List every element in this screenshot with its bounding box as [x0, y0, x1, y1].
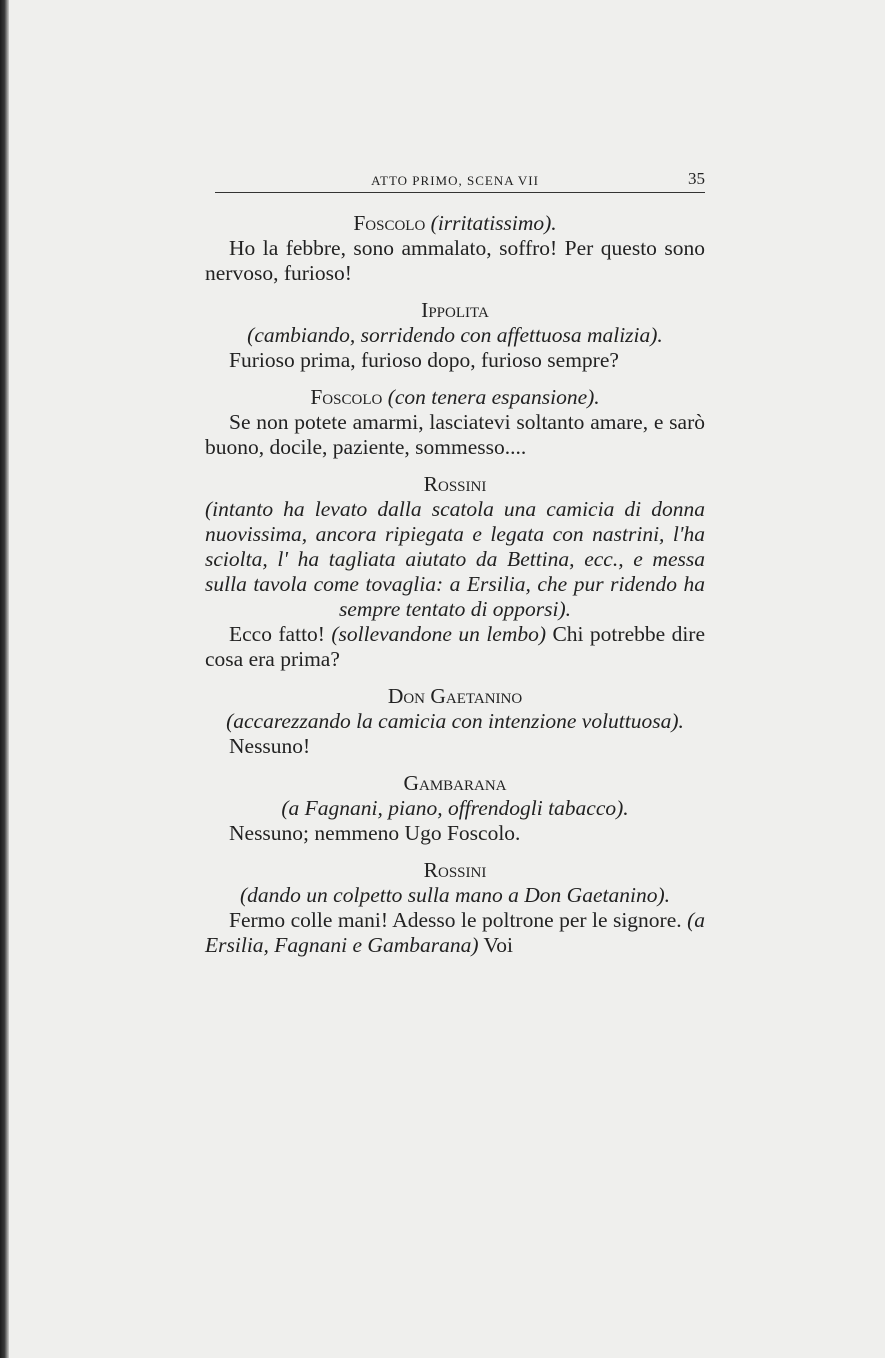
- inline-stage-direction: (a Ersilia, Fagnani e Gambarana): [205, 908, 705, 957]
- stage-direction: (accarezzando la camicia con intenzione voluttuosa).: [226, 709, 684, 733]
- dialogue-line: [205, 908, 705, 958]
- inline-stage-direction: (sollevandone un lembo): [331, 622, 547, 646]
- dialogue-line: Furioso prima, furioso dopo, furioso sempre?: [229, 348, 619, 372]
- dialogue-text: Chi potrebbe dire cosa era prima?: [205, 622, 705, 671]
- speaker-heading: [205, 211, 705, 236]
- book-spine-shadow: [0, 0, 9, 1358]
- running-title: ATTO PRIMO, SCENA VII: [371, 173, 539, 188]
- dialogue-text: Ecco fatto!: [229, 622, 332, 646]
- dialogue-line: Ho la febbre, sono ammalato, soffro! Per questo sono nervoso, furioso!: [205, 236, 705, 285]
- speaker-name: Gambarana: [403, 771, 507, 795]
- dialogue-line: [205, 622, 705, 672]
- stage-direction: (a Fagnani, piano, offrendogli tabacco).: [281, 796, 629, 820]
- page-number: 35: [688, 169, 705, 188]
- speaker-name: Foscolo: [353, 211, 426, 235]
- speaker-name: Ippolita: [421, 298, 489, 322]
- speaker-heading: [205, 385, 705, 410]
- stage-direction: (dando un colpetto sulla mano a Don Gaetanino).: [240, 883, 670, 907]
- stage-direction: (con tenera espansione).: [387, 385, 600, 409]
- stage-direction: (intanto ha levato dalla scatola una camicia di donna nuovissima, ancora ripiegata e legata con nastrini, l'ha sciolta, l' ha tagliata aiutato da Bettina, ecc., e messa sulla tavola come tovaglia: a Ersilia, che pur ridendo ha sempre tentato di opporsi).: [205, 497, 705, 621]
- dialogue-text: Voi: [478, 933, 513, 957]
- speaker-name: Rossini: [423, 858, 487, 882]
- dialogue-line: Se non potete amarmi, lasciatevi soltanto amare, e sarò buono, docile, paziente, sommesso....: [205, 410, 705, 459]
- dialogue-line: Nessuno; nemmeno Ugo Foscolo.: [229, 821, 521, 845]
- stage-direction: (irritatissimo).: [430, 211, 557, 235]
- speaker-name: Rossini: [423, 472, 487, 496]
- speaker-name: Don Gaetanino: [387, 684, 523, 708]
- speaker-name: Foscolo: [310, 385, 383, 409]
- stage-direction: (cambiando, sorridendo con affettuosa malizia).: [247, 323, 663, 347]
- running-head: [205, 160, 705, 188]
- book-page: [205, 160, 705, 970]
- dialogue-line: Nessuno!: [229, 734, 311, 758]
- dialogue-text: Fermo colle mani! Adesso le poltrone per le signore.: [229, 908, 688, 932]
